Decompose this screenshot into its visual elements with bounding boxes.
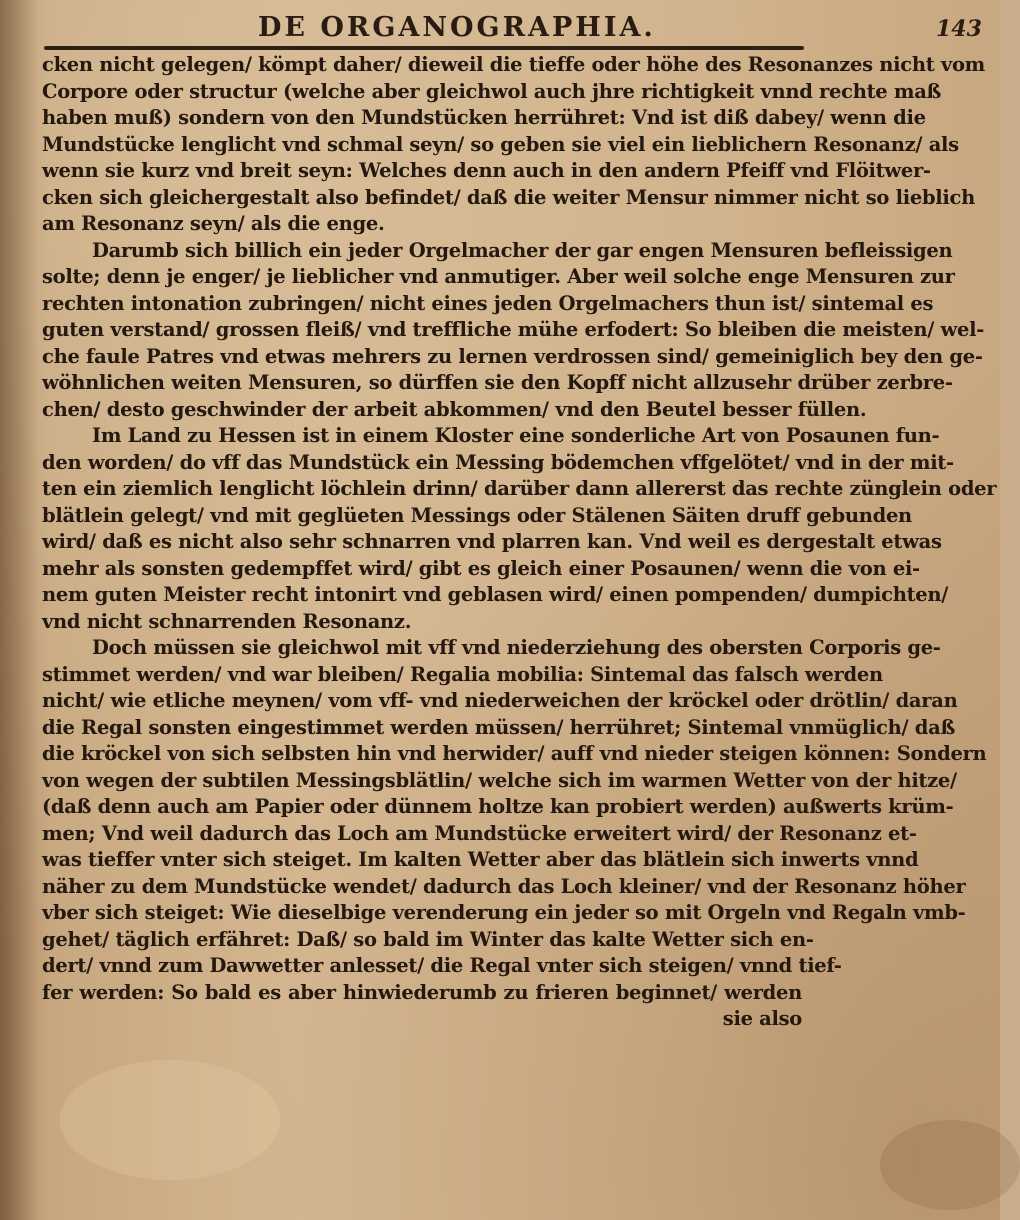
- text-line: rechten intonation zubringen/ nicht eines jeden Orgelmachers thun ist/ sintemal es: [42, 291, 934, 315]
- text-line: gehet/ täglich erfähret: Daß/ so bald im Winter das kalte Wetter sich en-: [42, 927, 814, 951]
- text-line: nicht/ wie etliche meynen/ vom vff- vnd niederweichen der kröckel oder drötlin/ daran: [42, 689, 958, 712]
- running-head: DE ORGANOGRAPHIA.: [258, 12, 656, 43]
- text-line: stimmet werden/ vnd war bleiben/ Regalia mobilia: Sintemal das falsch werden: [42, 662, 883, 686]
- text-line: guten verstand/ grossen fleiß/ vnd treffliche mühe erfodert: So bleiben die meisten/ wel-: [42, 318, 985, 341]
- text-line: vnd nicht schnarrenden Resonanz.: [42, 609, 412, 633]
- paper-stain: [880, 1120, 1020, 1210]
- paragraph-start-line: Doch müssen sie gleichwol mit vff vnd niederziehung des obersten Corporis ge-: [92, 636, 941, 659]
- text-line: men; Vnd weil dadurch das Loch am Mundstücke erweitert wird/ der Resonanz et-: [42, 821, 917, 845]
- text-line: ten ein ziemlich lenglicht löchlein drinn/ darüber dann allererst das rechte zünglein oder: [42, 477, 997, 500]
- page-number: 143: [936, 16, 982, 42]
- body-text: [42, 52, 997, 1033]
- gutter-shadow: [0, 0, 38, 1220]
- text-line: den worden/ do vff das Mundstück ein Messing bödemchen vffgelötet/ vnd in der mit-: [42, 450, 954, 474]
- text-line: wenn sie kurz vnd breit seyn: Welches denn auch in den andern Pfeiff vnd Flöitwer-: [42, 159, 931, 182]
- text-line: che faule Patres vnd etwas mehrers zu lernen verdrossen sind/ gemeiniglich bey den ge-: [42, 344, 983, 368]
- text-line: näher zu dem Mundstücke wendet/ dadurch das Loch kleiner/ vnd der Resonanz höher: [42, 874, 966, 898]
- text-line: mehr als sonsten gedempffet wird/ gibt es gleich einer Posaunen/ wenn die von ei-: [42, 556, 920, 580]
- text-line: wird/ daß es nicht also sehr schnarren vnd plarren kan. Vnd weil es dergestalt etwas: [42, 530, 942, 553]
- text-line: Mundstücke lenglicht vnd schmal seyn/ so geben sie viel ein lieblichern Resonanz/ als: [42, 132, 959, 156]
- paragraph-start-line: Darumb sich billich ein jeder Orgelmacher der gar engen Mensuren befleissigen: [92, 238, 953, 262]
- paragraph-start-line: Im Land zu Hessen ist in einem Kloster eine sonderliche Art von Posaunen fun-: [92, 424, 940, 447]
- paper-stain: [60, 1060, 280, 1180]
- text-line: cken nicht gelegen/ kömpt daher/ dieweil die tieffe oder höhe des Resonanzes nicht vom: [42, 53, 985, 76]
- text-line: blätlein gelegt/ vnd mit geglüeten Messings oder Stälenen Säiten druff gebunden: [42, 503, 912, 527]
- text-line: nem guten Meister recht intonirt vnd geblasen wird/ einen pompenden/ dumpichten/: [42, 583, 949, 606]
- text-line: die kröckel von sich selbsten hin vnd herwider/ auff vnd nieder steigen können: Sondern: [42, 742, 987, 765]
- text-line: was tieffer vnter sich steiget. Im kalten Wetter aber das blätlein sich inwerts vnnd: [42, 848, 919, 871]
- text-line: haben muß) sondern von den Mundstücken herrühret: Vnd ist diß dabey/ wenn die: [42, 106, 926, 129]
- text-line: cken sich gleichergestalt also befindet/ daß die weiter Mensur nimmer nicht so lieblich: [42, 185, 975, 209]
- catchword-line: sie also: [722, 1007, 802, 1030]
- text-line: solte; denn je enger/ je lieblicher vnd anmutiger. Aber weil solche enge Mensuren zur: [42, 265, 955, 288]
- text-line: am Resonanz seyn/ als die enge.: [42, 212, 385, 235]
- text-line: Corpore oder structur (welche aber gleichwol auch jhre richtigkeit vnnd rechte maß: [42, 79, 942, 103]
- text-line: dert/ vnnd zum Dawwetter anlesset/ die Regal vnter sich steigen/ vnnd tief-: [42, 954, 842, 977]
- text-line: wöhnlichen weiten Mensuren, so dürffen sie den Kopff nicht allzusehr drüber zerbre-: [42, 371, 953, 394]
- text-line: fer werden: So bald es aber hinwiederumb zu frieren beginnet/ werden: [42, 980, 802, 1004]
- header-rule: [44, 46, 804, 50]
- text-line: chen/ desto geschwinder der arbeit abkommen/ vnd den Beutel besser füllen.: [42, 397, 867, 421]
- text-line: von wegen der subtilen Messingsblätlin/ welche sich im warmen Wetter von der hitze/: [42, 768, 957, 792]
- text-line: vber sich steiget: Wie dieselbige verenderung ein jeder so mit Orgeln vnd Regaln vmb-: [42, 901, 966, 924]
- text-line: die Regal sonsten eingestimmet werden müssen/ herrühret; Sintemal vnmüglich/ daß: [42, 715, 955, 739]
- text-line: (daß denn auch am Papier oder dünnem holtze kan probiert werden) außwerts krüm-: [42, 795, 954, 818]
